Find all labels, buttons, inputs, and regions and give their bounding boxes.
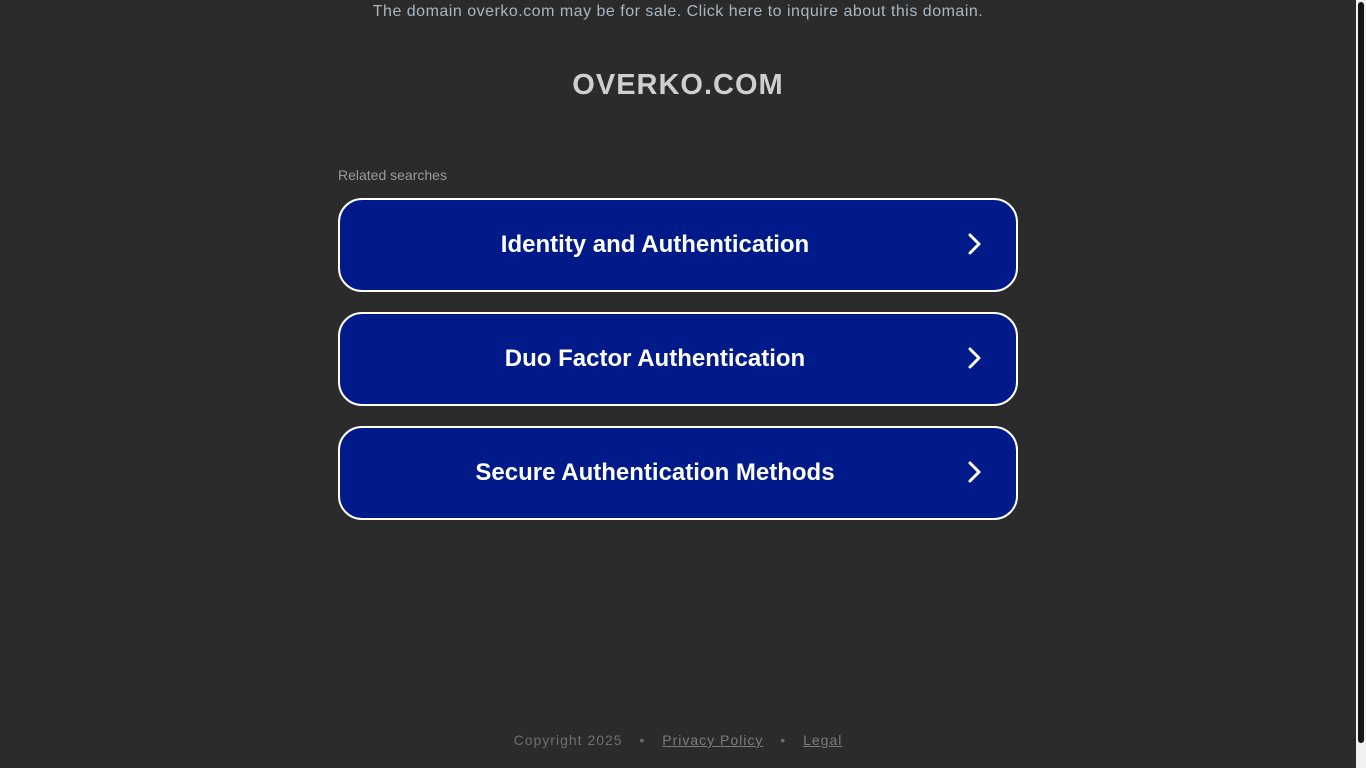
scrollbar-thumb[interactable] — [1358, 2, 1364, 743]
related-searches-list — [338, 198, 1018, 540]
copyright-text: Copyright 2025 — [513, 732, 623, 748]
domain-sale-notice-link[interactable]: The domain overko.com may be for sale. Click here to inquire about this domain. — [372, 3, 984, 20]
footer — [0, 730, 1356, 750]
privacy-policy-link[interactable]: Privacy Policy — [662, 732, 764, 748]
chevron-right-icon — [962, 232, 986, 256]
footer-separator: • — [639, 732, 646, 748]
chevron-right-icon — [962, 346, 986, 370]
related-search-label: Duo Factor Authentication — [504, 345, 806, 372]
site-title: OVERKO.COM — [572, 69, 784, 101]
vertical-scrollbar[interactable] — [1356, 0, 1366, 768]
legal-link[interactable]: Legal — [803, 732, 843, 748]
related-search-label: Identity and Authentication — [500, 231, 810, 258]
related-search-button-identity[interactable] — [338, 198, 1018, 292]
related-searches-label: Related searches — [338, 167, 447, 183]
footer-separator: • — [780, 732, 787, 748]
related-search-button-duo-factor[interactable] — [338, 312, 1018, 406]
chevron-right-icon — [962, 460, 986, 484]
related-search-button-secure-methods[interactable] — [338, 426, 1018, 520]
related-search-label: Secure Authentication Methods — [475, 459, 835, 486]
